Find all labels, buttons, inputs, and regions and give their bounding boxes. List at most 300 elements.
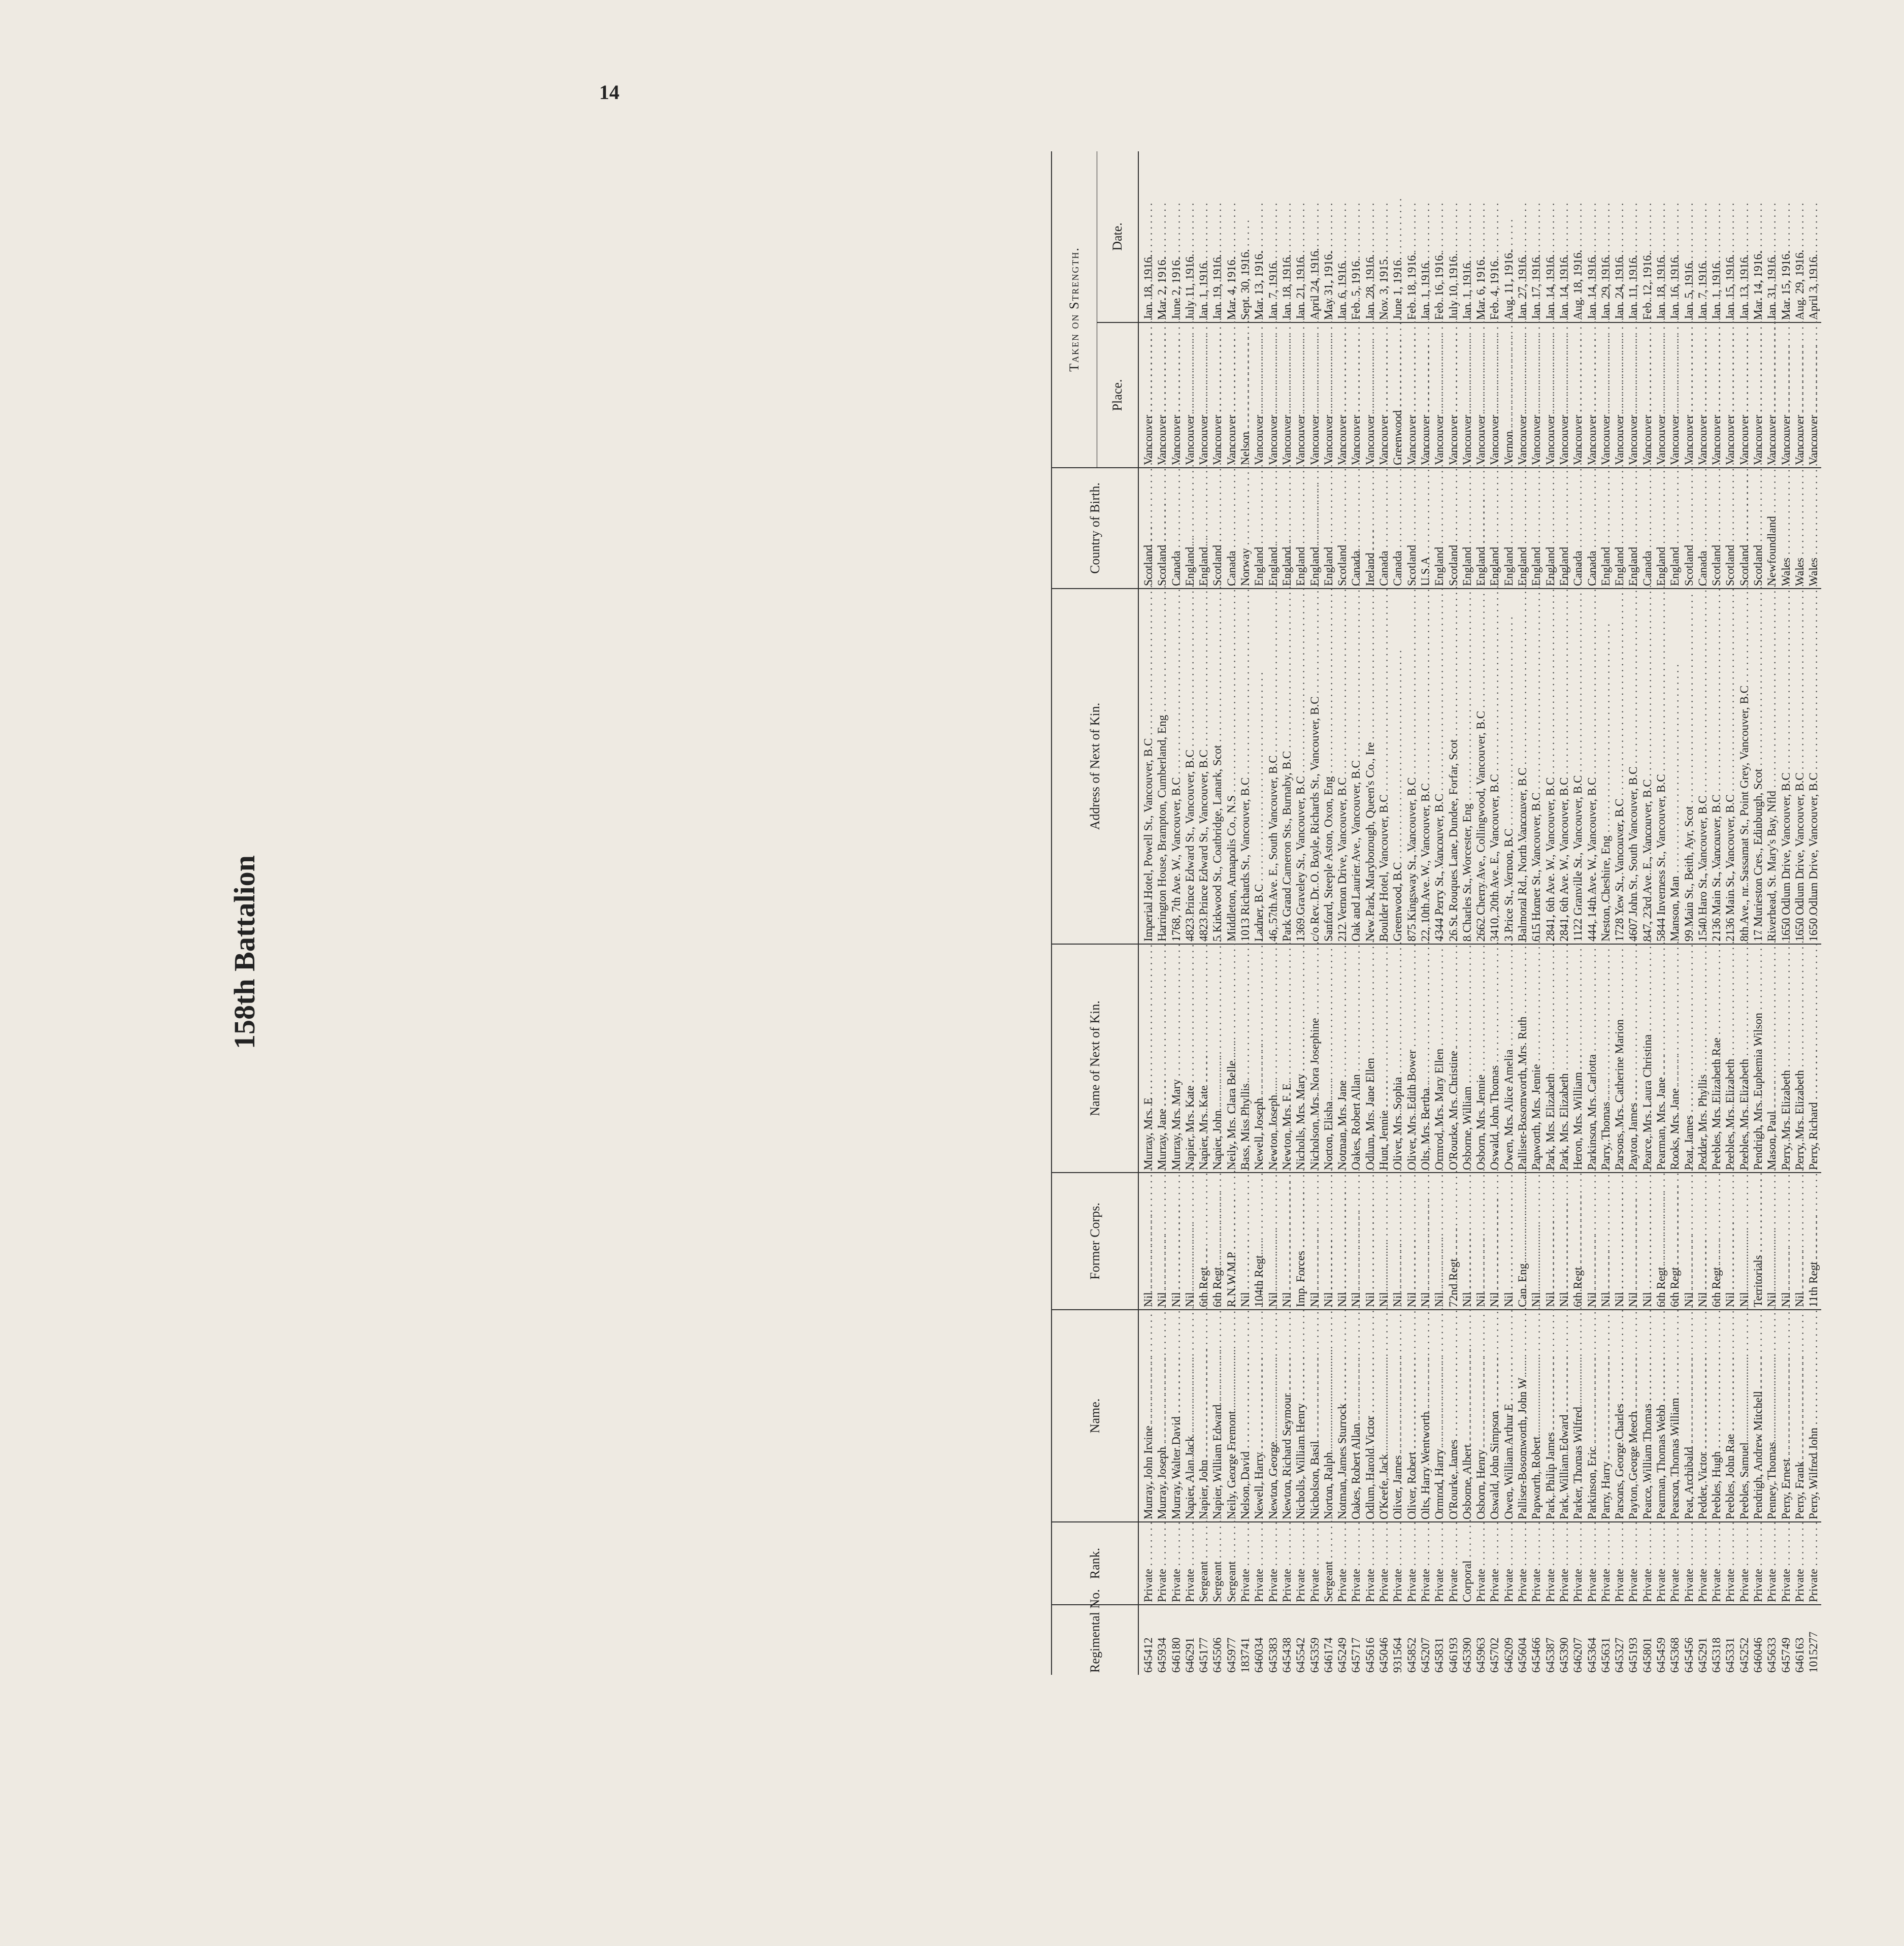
cell-regimental-no: 646174 xyxy=(1322,1637,1335,1673)
cell-date: Jan. 5, 1916. xyxy=(1683,151,1696,322)
cell-name-next-of-kin: Pearce, Mrs. Laura Christina . . . xyxy=(1641,944,1655,1173)
table-row xyxy=(1668,151,1682,1675)
cell-former-corps: Nil . . . xyxy=(1461,1173,1474,1310)
cell-place: Vancouver . . . xyxy=(1419,322,1433,468)
cell-former-corps: Nil . . . xyxy=(1502,1173,1516,1310)
cell-place: Vancouver . . . xyxy=(1558,322,1571,468)
table-row xyxy=(1765,151,1779,1675)
cell-place: Vancouver . . . xyxy=(1571,322,1585,468)
cell-name: Pearson, Thomas William . . . xyxy=(1668,1310,1682,1522)
cell-former-corps: Territorials . . . xyxy=(1752,1173,1765,1310)
cell-name-next-of-kin: Murray, Jane . . . xyxy=(1156,944,1169,1173)
cell-date: April 3, 1916. xyxy=(1807,151,1821,322)
cell-former-corps: Nil . . . xyxy=(1156,1173,1169,1310)
cell-regimental-no: 646180 xyxy=(1169,1637,1183,1673)
cell-regimental-no: 646193 xyxy=(1447,1637,1460,1673)
cell-country-of-birth: England . . . xyxy=(1267,468,1281,589)
cell-name: Notman, James Sturrock . . . xyxy=(1336,1310,1350,1522)
cell-regimental-no: 645327 xyxy=(1613,1637,1627,1673)
cell-name: Nicholls, William Henry . . . xyxy=(1294,1310,1308,1522)
cell-name: Perry, Ernest . . . xyxy=(1780,1310,1793,1522)
cell-date: Jan. 27, 1916. xyxy=(1516,151,1530,322)
cell-name: Oakes, Robert Allan . . . xyxy=(1350,1310,1363,1522)
cell-regimental-no: 645456 xyxy=(1682,1637,1696,1673)
cell-country-of-birth: England . . . xyxy=(1433,468,1447,589)
cell-place: Vancouver . . . xyxy=(1461,322,1474,468)
table-row xyxy=(1253,151,1266,1675)
table-row xyxy=(1447,151,1461,1675)
cell-rank: Sergeant . . . xyxy=(1211,1522,1225,1605)
cell-name: Parsons, George Charles . . . xyxy=(1613,1310,1627,1522)
cell-name: Parkinson, Eric . . . xyxy=(1586,1310,1599,1522)
cell-country-of-birth: England . . . xyxy=(1197,468,1211,589)
cell-rank: Private . . . xyxy=(1281,1522,1294,1605)
cell-date: Jan. 18, 1916. xyxy=(1655,151,1668,322)
cell-date: Aug. 11, 1916. xyxy=(1502,151,1516,322)
cell-rank: Corporal . . . xyxy=(1461,1522,1474,1605)
cell-address-next-of-kin: 8th Ave., nr. Sassamat St., Point Grey, Vancouver, B.C . . . xyxy=(1738,589,1752,944)
cell-name-next-of-kin: Peebles, Mrs. Elizabeth . . . xyxy=(1724,944,1737,1173)
cell-country-of-birth: Wales . . . xyxy=(1780,468,1793,589)
cell-date: Jan. 19, 1916. xyxy=(1211,151,1225,322)
cell-place: Vancouver . . . xyxy=(1599,322,1613,468)
cell-country-of-birth: England . . . xyxy=(1599,468,1613,589)
cell-former-corps: 6th Regt . . . xyxy=(1211,1173,1225,1310)
cell-name: Newton, Richard Seymour . . . xyxy=(1281,1310,1294,1522)
cell-former-corps: Nil . . . xyxy=(1599,1173,1613,1310)
cell-address-next-of-kin: 1369 Graveley St., Vancouver, B.C . . . xyxy=(1294,589,1308,944)
cell-country-of-birth: Canada . . . xyxy=(1586,468,1599,589)
table-row xyxy=(1156,151,1169,1675)
cell-former-corps: Nil . . . xyxy=(1364,1173,1377,1310)
cell-rank: Private . . . xyxy=(1807,1522,1821,1605)
table-row xyxy=(1683,151,1696,1675)
cell-country-of-birth: England . . . xyxy=(1253,468,1266,589)
cell-former-corps: 6th Regt . . . xyxy=(1668,1173,1682,1310)
cell-rank: Private . . . xyxy=(1391,1522,1405,1605)
table-row xyxy=(1267,151,1281,1675)
cell-date: Feb. 4, 1916. xyxy=(1488,151,1502,322)
cell-name: Murray, John Irvine . . . xyxy=(1138,1310,1156,1522)
cell-date: Mar. 13, 1916. xyxy=(1253,151,1266,322)
cell-regimental-no: 645046 xyxy=(1377,1637,1391,1673)
cell-former-corps: Nil . . . xyxy=(1322,1173,1336,1310)
cell-address-next-of-kin: 2841, 6th Ave. W., Vancouver, B.C . . . xyxy=(1544,589,1558,944)
cell-regimental-no: 646163 xyxy=(1793,1637,1807,1673)
cell-address-next-of-kin: 4823 Prince Edward St., Vancouver, B.C . . . xyxy=(1197,589,1211,944)
header-place: Place. xyxy=(1097,322,1139,468)
cell-former-corps: Nil . . . xyxy=(1627,1173,1640,1310)
header-name-next-of-kin: Name of Next of Kin. xyxy=(1052,944,1138,1173)
cell-place: Vancouver . . . xyxy=(1197,322,1211,468)
cell-place: Vancouver . . . xyxy=(1655,322,1668,468)
header-regimental-no: Regimental No. xyxy=(1087,1589,1102,1673)
cell-address-next-of-kin: 4607 John St., South Vancouver, B.C . . . xyxy=(1627,589,1640,944)
table-row xyxy=(1530,151,1544,1675)
cell-address-next-of-kin: Boulder Hotel, Vancouver, B.C . . . xyxy=(1377,589,1391,944)
cell-address-next-of-kin: 444, 14th Ave. W., Vancouver, B.C . . . xyxy=(1586,589,1599,944)
table-row xyxy=(1336,151,1350,1675)
cell-address-next-of-kin: 46, 57th Ave. E., South Vancouver, B.C . . . xyxy=(1267,589,1281,944)
cell-address-next-of-kin: 26 St. Rouques Lane, Dundee, Forfar, Scot . . . xyxy=(1447,589,1461,944)
cell-address-next-of-kin: Imperial Hotel, Powell St., Vancouver, B.C . . . xyxy=(1138,589,1156,944)
cell-address-next-of-kin: New Park, Maryborough, Queen's Co., Ire . . . xyxy=(1364,589,1377,944)
cell-name-next-of-kin: Neily, Mrs. Clara Belle . . . xyxy=(1225,944,1239,1173)
cell-country-of-birth: England . . . xyxy=(1516,468,1530,589)
table-row xyxy=(1197,151,1211,1675)
table-row xyxy=(1364,151,1377,1675)
table-row xyxy=(1752,151,1765,1675)
cell-rank: Private . . . xyxy=(1253,1522,1266,1605)
cell-name-next-of-kin: Olts, Mrs. Bertha . . . xyxy=(1419,944,1433,1173)
cell-former-corps: 6th Regt . . . xyxy=(1710,1173,1724,1310)
cell-address-next-of-kin: 1013 Richards St., Vancouver, B.C . . . xyxy=(1239,589,1253,944)
cell-rank: Private . . . xyxy=(1447,1522,1461,1605)
cell-country-of-birth: England . . . xyxy=(1530,468,1544,589)
cell-place: Vancouver . . . xyxy=(1225,322,1239,468)
cell-rank: Private . . . xyxy=(1571,1522,1585,1605)
cell-name: Peebles, John Rae . . . xyxy=(1724,1310,1737,1522)
cell-former-corps: Nil . . . xyxy=(1474,1173,1488,1310)
cell-name: Odlum, Harold Victor . . . xyxy=(1364,1310,1377,1522)
cell-name-next-of-kin: Norton, Elisha . . . xyxy=(1322,944,1336,1173)
cell-place: Greenwood . . . xyxy=(1391,322,1405,468)
cell-place: Vancouver . . . xyxy=(1267,322,1281,468)
cell-place: Vancouver . . . xyxy=(1613,322,1627,468)
cell-place: Vancouver . . . xyxy=(1641,322,1655,468)
cell-country-of-birth: Scotland . . . xyxy=(1138,468,1156,589)
cell-name-next-of-kin: Perry, Mrs. Elizabeth . . . xyxy=(1780,944,1793,1173)
cell-rank: Private . . . xyxy=(1655,1522,1668,1605)
cell-former-corps: Nil . . . xyxy=(1544,1173,1558,1310)
cell-former-corps: Nil . . . xyxy=(1641,1173,1655,1310)
cell-former-corps: 6th Regt . . . xyxy=(1571,1173,1585,1310)
cell-place: Vancouver . . . xyxy=(1281,322,1294,468)
cell-date: Jan. 14, 1916. xyxy=(1558,151,1571,322)
cell-regimental-no: 645631 xyxy=(1599,1637,1613,1673)
cell-place: Vancouver . . . xyxy=(1364,322,1377,468)
cell-rank: Private . . . xyxy=(1683,1522,1696,1605)
cell-rank: Private . . . xyxy=(1502,1522,1516,1605)
cell-former-corps: Nil . . . xyxy=(1586,1173,1599,1310)
cell-name-next-of-kin: Palliser-Bosomworth, Mrs. Ruth . . . xyxy=(1516,944,1530,1173)
cell-regimental-no: 645291 xyxy=(1696,1637,1710,1673)
cell-regimental-no: 646291 xyxy=(1183,1637,1197,1673)
table-row xyxy=(1655,151,1668,1675)
cell-address-next-of-kin: 2136 Main St., Vancouver, B.C . . . xyxy=(1724,589,1737,944)
cell-address-next-of-kin: 212 Vernon Drive, Vancouver, B.C . . . xyxy=(1336,589,1350,944)
cell-date: Jan. 1, 1916. xyxy=(1419,151,1433,322)
cell-rank: Private . . . xyxy=(1627,1522,1640,1605)
cell-address-next-of-kin: 1650 Odlum Drive, Vancouver, B.C . . . xyxy=(1807,589,1821,944)
cell-date: Jan. 15, 1916. xyxy=(1724,151,1737,322)
cell-date: Feb. 18, 1916. xyxy=(1405,151,1419,322)
cell-address-next-of-kin: c/o Rev. Dr. O. Boyle, Richards St., Vancouver, B.C . . . xyxy=(1308,589,1322,944)
cell-former-corps: Nil . . . xyxy=(1433,1173,1447,1310)
cell-name-next-of-kin: Perry, Richard . . . xyxy=(1807,944,1821,1173)
cell-former-corps: Nil . . . xyxy=(1419,1173,1433,1310)
table-row xyxy=(1696,151,1710,1675)
cell-place: Vancouver . . . xyxy=(1683,322,1696,468)
header-country-of-birth: Country of Birth. xyxy=(1052,468,1138,589)
table-row xyxy=(1433,151,1447,1675)
cell-name: Newton, George . . . xyxy=(1267,1310,1281,1522)
cell-place: Vancouver . . . xyxy=(1294,322,1308,468)
table-row xyxy=(1613,151,1627,1675)
cell-regimental-no: 645252 xyxy=(1737,1637,1751,1673)
cell-date: May 31, 1916. xyxy=(1322,151,1336,322)
cell-regimental-no: 645616 xyxy=(1363,1637,1377,1673)
cell-name-next-of-kin: Nicholson, Mrs. Nora Josephine . . . xyxy=(1308,944,1322,1173)
cell-place: Vancouver . . . xyxy=(1474,322,1488,468)
cell-rank: Private . . . xyxy=(1488,1522,1502,1605)
cell-former-corps: 6th Regt . . . xyxy=(1655,1173,1668,1310)
cell-name: Peebles, Hugh . . . xyxy=(1710,1310,1724,1522)
cell-regimental-no: 645368 xyxy=(1668,1637,1682,1673)
cell-place: Vancouver . . . xyxy=(1184,322,1197,468)
cell-address-next-of-kin: 1728 Yew St., Vancouver, B.C . . . xyxy=(1613,589,1627,944)
cell-name-next-of-kin: Newton, Mrs. F. E . . . xyxy=(1281,944,1294,1173)
cell-place: Vancouver . . . xyxy=(1516,322,1530,468)
cell-regimental-no: 645633 xyxy=(1765,1637,1779,1673)
cell-name: Oliver, Robert . . . xyxy=(1405,1310,1419,1522)
table-header xyxy=(1052,151,1138,1675)
cell-name: Owen, William Arthur E . . . xyxy=(1502,1310,1516,1522)
cell-name-next-of-kin: Bass, Miss Phyllis . . . xyxy=(1239,944,1253,1173)
cell-name-next-of-kin: Pedder, Mrs. Phyllis . . . xyxy=(1696,944,1710,1173)
cell-country-of-birth: England . . . xyxy=(1281,468,1294,589)
cell-place: Vancouver . . . xyxy=(1738,322,1752,468)
table-row xyxy=(1724,151,1737,1675)
cell-former-corps: Nil . . . xyxy=(1558,1173,1571,1310)
cell-name-next-of-kin: Newton, Joseph . . . xyxy=(1267,944,1281,1173)
cell-country-of-birth: Scotland . . . xyxy=(1405,468,1419,589)
table-row xyxy=(1780,151,1793,1675)
cell-country-of-birth: Canada . . . xyxy=(1170,468,1184,589)
cell-regimental-no: 645749 xyxy=(1779,1637,1793,1673)
cell-regimental-no: 645702 xyxy=(1488,1637,1502,1673)
cell-rank: Private . . . xyxy=(1433,1522,1447,1605)
cell-name: Pearman, Thomas Webb . . . xyxy=(1655,1310,1668,1522)
cell-place: Vancouver . . . xyxy=(1447,322,1461,468)
header-date: Date. xyxy=(1097,151,1139,322)
table-row xyxy=(1571,151,1585,1675)
cell-address-next-of-kin: 4344 Perry St., Vancouver, B.C . . . xyxy=(1433,589,1447,944)
cell-address-next-of-kin: 99 Main St., Beith, Ayr, Scot . . . xyxy=(1683,589,1696,944)
cell-country-of-birth: Norway . . . xyxy=(1239,468,1253,589)
cell-date: Aug. 29, 1916. xyxy=(1793,151,1807,322)
cell-address-next-of-kin: 2662 Cherry Ave., Collingwood, Vancouver, B.C . . . xyxy=(1474,589,1488,944)
cell-rank: Private . . . xyxy=(1239,1522,1253,1605)
cell-regimental-no: 645438 xyxy=(1280,1637,1294,1673)
cell-date: Jan. 14, 1916. xyxy=(1586,151,1599,322)
cell-name: Payton, George Meech . . . xyxy=(1627,1310,1640,1522)
cell-place: Vancouver . . . xyxy=(1807,322,1821,468)
cell-place: Nelson . . . xyxy=(1239,322,1253,468)
nominal-roll-table-container xyxy=(1051,151,1904,1675)
cell-regimental-no: 645390 xyxy=(1460,1637,1474,1673)
cell-place: Vancouver . . . xyxy=(1668,322,1682,468)
cell-name-next-of-kin: Parsons, Mrs. Catherine Marion . . . xyxy=(1613,944,1627,1173)
table-row xyxy=(1599,151,1613,1675)
cell-country-of-birth: Canada . . . xyxy=(1225,468,1239,589)
cell-regimental-no: 646046 xyxy=(1752,1637,1765,1673)
cell-name-next-of-kin: Nicholls, Mrs. Mary . . . xyxy=(1294,944,1308,1173)
cell-date: Jan. 18, 1916. xyxy=(1281,151,1294,322)
cell-name: Nelson, David . . . xyxy=(1239,1310,1253,1522)
cell-date: Aug. 18, 1916. xyxy=(1571,151,1585,322)
cell-name-next-of-kin: Papworth, Mrs. Jennie . . . xyxy=(1530,944,1544,1173)
table-row xyxy=(1710,151,1724,1675)
cell-country-of-birth: England . . . xyxy=(1558,468,1571,589)
table-row xyxy=(1558,151,1571,1675)
cell-address-next-of-kin: 5844 Inverness St., Vancouver, B.C . . . xyxy=(1655,589,1668,944)
cell-regimental-no: 1015277 xyxy=(1807,1631,1821,1673)
cell-address-next-of-kin: 2841, 6th Ave. W., Vancouver, B.C . . . xyxy=(1558,589,1571,944)
cell-former-corps: Nil . . . xyxy=(1267,1173,1281,1310)
cell-regimental-no: 645466 xyxy=(1530,1637,1544,1673)
cell-country-of-birth: Scotland . . . xyxy=(1724,468,1737,589)
cell-address-next-of-kin: Greenwood, B.C . . . xyxy=(1391,589,1405,944)
cell-date: Jan. 24, 1916. xyxy=(1613,151,1627,322)
cell-address-next-of-kin: 615 Homer St., Vancouver, B.C . . . xyxy=(1530,589,1544,944)
cell-country-of-birth: Scotland . . . xyxy=(1683,468,1696,589)
cell-name: O'Rourke, James . . . xyxy=(1447,1310,1461,1522)
cell-date: Mar. 14, 1916. xyxy=(1752,151,1765,322)
cell-place: Vancouver . . . xyxy=(1544,322,1558,468)
cell-name: Neily, George Fremont . . . xyxy=(1225,1310,1239,1522)
cell-address-next-of-kin: Riverhead, St. Mary's Bay, Nfld . . . xyxy=(1765,589,1779,944)
cell-address-next-of-kin: 8 Charles St., Worcester, Eng . . . xyxy=(1461,589,1474,944)
cell-country-of-birth: U.S.A . . . xyxy=(1419,468,1433,589)
cell-rank: Private . . . xyxy=(1419,1522,1433,1605)
cell-date: Sept. 30, 1916. xyxy=(1239,151,1253,322)
page-number: 14 xyxy=(599,81,619,104)
cell-former-corps: R.N.W.M.P . . . xyxy=(1225,1173,1239,1310)
cell-date: July 10, 1916. xyxy=(1447,151,1461,322)
cell-address-next-of-kin: 1650 Odlum Drive, Vancouver, B.C . . . xyxy=(1793,589,1807,944)
cell-former-corps: Nil . . . xyxy=(1765,1173,1779,1310)
cell-regimental-no: 645364 xyxy=(1585,1637,1599,1673)
table-row xyxy=(1239,151,1253,1675)
table-row xyxy=(1627,151,1640,1675)
cell-place: Vancouver . . . xyxy=(1586,322,1599,468)
cell-place: Vernon . . . xyxy=(1502,322,1516,468)
cell-name-next-of-kin: Oliver, Mrs. Sophia . . . xyxy=(1391,944,1405,1173)
cell-former-corps: Nil . . . xyxy=(1683,1173,1696,1310)
cell-former-corps: Imp. Forces . . . xyxy=(1294,1173,1308,1310)
cell-country-of-birth: Scotland . . . xyxy=(1211,468,1225,589)
cell-place: Vancouver . . . xyxy=(1765,322,1779,468)
cell-rank: Private . . . xyxy=(1780,1522,1793,1605)
cell-former-corps: Nil . . . xyxy=(1738,1173,1752,1310)
cell-rank: Private . . . xyxy=(1752,1522,1765,1605)
table-row xyxy=(1308,151,1322,1675)
cell-date: Mar. 15, 1916. xyxy=(1780,151,1793,322)
cell-address-next-of-kin: Balmoral Rd., North Vancouver, B.C . . . xyxy=(1516,589,1530,944)
cell-name-next-of-kin: Parkinson, Mrs. Carlotta . . . xyxy=(1586,944,1599,1173)
cell-rank: Private . . . xyxy=(1336,1522,1350,1605)
cell-date: July 11, 1916. xyxy=(1184,151,1197,322)
cell-name: Olts, Harry Wentworth . . . xyxy=(1419,1310,1433,1522)
cell-place: Vancouver . . . xyxy=(1724,322,1737,468)
cell-former-corps: Nil . . . xyxy=(1530,1173,1544,1310)
cell-place: Vancouver . . . xyxy=(1211,322,1225,468)
cell-name-next-of-kin: Napier, Mrs. Kate . . . xyxy=(1184,944,1197,1173)
cell-name: Norton, Ralph . . . xyxy=(1322,1310,1336,1522)
cell-former-corps: Nil . . . xyxy=(1793,1173,1807,1310)
cell-name: Penney, Thomas . . . xyxy=(1765,1310,1779,1522)
cell-date: Jan. 1, 1916. xyxy=(1461,151,1474,322)
cell-regimental-no: 645390 xyxy=(1557,1637,1571,1673)
cell-rank: Private . . . xyxy=(1599,1522,1613,1605)
cell-rank: Private . . . xyxy=(1765,1522,1779,1605)
table-row xyxy=(1793,151,1807,1675)
cell-place: Vancouver . . . xyxy=(1308,322,1322,468)
cell-name-next-of-kin: Newell, Joseph . . . xyxy=(1253,944,1266,1173)
cell-address-next-of-kin: Ladner, B.C . . . xyxy=(1253,589,1266,944)
cell-rank: Private . . . xyxy=(1294,1522,1308,1605)
cell-name-next-of-kin: Oakes, Robert Allan . . . xyxy=(1350,944,1363,1173)
cell-name: Palliser-Bosomworth, John W . . . xyxy=(1516,1310,1530,1522)
table-row xyxy=(1294,151,1308,1675)
cell-country-of-birth: England . . . xyxy=(1655,468,1668,589)
cell-name-next-of-kin: Peebles, Mrs. Elizabeth Rae . . . xyxy=(1710,944,1724,1173)
cell-regimental-no: 645207 xyxy=(1419,1637,1432,1673)
battalion-title: 158th Battalion xyxy=(228,855,261,1049)
cell-address-next-of-kin: 1768, 7th Ave. W., Vancouver, B.C . . . xyxy=(1170,589,1184,944)
cell-address-next-of-kin: 3 Price St., Vernon, B.C . . . xyxy=(1502,589,1516,944)
cell-name-next-of-kin: Peebles, Mrs. Elizabeth . . . xyxy=(1738,944,1752,1173)
cell-regimental-no: 645977 xyxy=(1225,1637,1238,1673)
cell-country-of-birth: Wales . . . xyxy=(1793,468,1807,589)
cell-name-next-of-kin: Oliver, Mrs. Edith Bower . . . xyxy=(1405,944,1419,1173)
cell-name-next-of-kin: Osborne, William . . . xyxy=(1461,944,1474,1173)
cell-former-corps: Nil . . . xyxy=(1170,1173,1184,1310)
table-row xyxy=(1138,151,1156,1675)
cell-name-next-of-kin: Park, Mrs. Elizabeth . . . xyxy=(1544,944,1558,1173)
cell-rank: Private . . . xyxy=(1696,1522,1710,1605)
table-row xyxy=(1586,151,1599,1675)
cell-place: Vancouver . . . xyxy=(1627,322,1640,468)
cell-regimental-no: 645177 xyxy=(1197,1637,1211,1673)
cell-name-next-of-kin: Pearman, Mrs. Jane . . . xyxy=(1655,944,1668,1173)
table-row xyxy=(1377,151,1391,1675)
cell-name: Peat, Archibald . . . xyxy=(1683,1310,1696,1522)
cell-place: Vancouver . . . xyxy=(1138,322,1156,468)
cell-place: Vancouver . . . xyxy=(1752,322,1765,468)
cell-name: Napier, John . . . xyxy=(1197,1310,1211,1522)
cell-name: O'Keefe, Jack . . . xyxy=(1377,1310,1391,1522)
cell-date: Feb. 5, 1916. xyxy=(1350,151,1363,322)
cell-place: Vancouver . . . xyxy=(1696,322,1710,468)
cell-address-next-of-kin: 1540 Haro St., Vancouver, B.C . . . xyxy=(1696,589,1710,944)
cell-regimental-no: 645331 xyxy=(1724,1637,1737,1673)
cell-name-next-of-kin: Murray, Mrs. E . . . xyxy=(1138,944,1156,1173)
cell-former-corps: Nil . . . xyxy=(1488,1173,1502,1310)
cell-former-corps: Nil . . . xyxy=(1391,1173,1405,1310)
cell-name-next-of-kin: Parry, Thomas . . . xyxy=(1599,944,1613,1173)
cell-country-of-birth: Canada . . . xyxy=(1377,468,1391,589)
cell-date: Jan. 11, 1916. xyxy=(1627,151,1640,322)
cell-date: Jan. 31, 1916. xyxy=(1765,151,1779,322)
cell-date: Mar. 4, 1916. xyxy=(1225,151,1239,322)
cell-place: Vancouver . . . xyxy=(1336,322,1350,468)
cell-country-of-birth: Newfoundland . . . xyxy=(1765,468,1779,589)
header-taken-on-strength: Taken on Strength. xyxy=(1052,151,1097,468)
cell-name-next-of-kin: Oswald, John Thomas . . . xyxy=(1488,944,1502,1173)
cell-regimental-no: 645383 xyxy=(1266,1637,1280,1673)
